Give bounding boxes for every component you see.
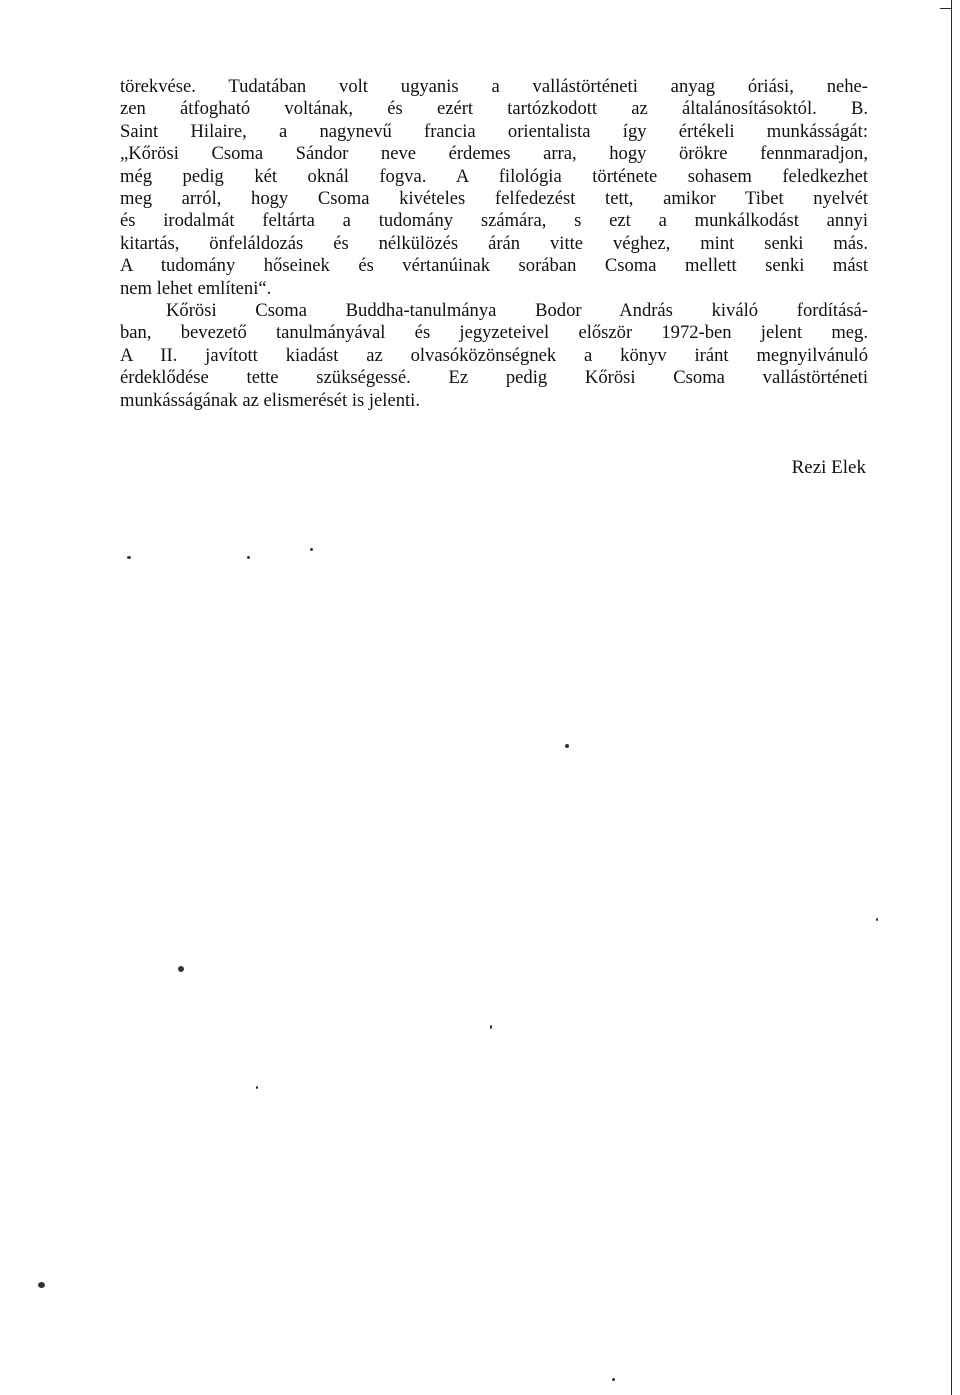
text-line: nem lehet említeni“.: [120, 277, 272, 299]
scan-speck: [310, 548, 313, 551]
text-line: kitartás, önfeláldozás és nélkülözés árán vitte véghez, mint senki más.: [120, 232, 868, 254]
text-line: meg arról, hogy Csoma kivételes felfedezést tett, amikor Tibet nyelvét: [120, 188, 868, 210]
page-corner-mark: [940, 8, 952, 9]
text-line: munkásságának az elismerését is jelenti.: [120, 389, 420, 411]
scan-speck: [38, 1282, 45, 1288]
scan-speck: [612, 1378, 615, 1381]
author-signature: Rezi Elek: [791, 457, 866, 478]
text-line: zen átfogható voltának, és ezért tartózkodott az általánosításoktól. B.: [120, 98, 868, 120]
text-line: ban, bevezető tanulmányával és jegyzeteivel először 1972-ben jelent meg.: [120, 322, 868, 344]
text-line: még pedig két oknál fogva. A filológia története sohasem feledkezhet: [120, 165, 868, 187]
scan-speck: [127, 556, 131, 559]
text-line: A tudomány hőseinek és vértanúinak sorában Csoma mellett senki mást: [120, 255, 868, 277]
text-line: törekvése. Tudatában volt ugyanis a vallástörténeti anyag óriási, nehe-: [120, 76, 868, 97]
body-text: [120, 76, 868, 412]
scan-speck: [247, 556, 250, 559]
text-line: „Kőrösi Csoma Sándor neve érdemes arra, hogy örökre fennmaradjon,: [120, 143, 868, 165]
text-line: és irodalmát feltárta a tudomány számára, s ezt a munkálkodást annyi: [120, 210, 868, 232]
scan-speck: [876, 918, 878, 921]
text-line: Saint Hilaire, a nagynevű francia orientalista így értékeli munkásságát:: [120, 120, 868, 142]
scan-speck: [178, 966, 184, 972]
scan-speck: [256, 1086, 258, 1089]
page-edge-line: [951, 0, 952, 1395]
scan-speck: [565, 744, 569, 748]
text-line: Kőrösi Csoma Buddha-tanulmánya Bodor András kiváló fordításá-: [166, 300, 868, 322]
text-line: érdeklődése tette szükségessé. Ez pedig Kőrösi Csoma vallástörténeti: [120, 367, 868, 389]
scan-speck: [490, 1025, 492, 1029]
text-line: A II. javított kiadást az olvasóközönségnek a könyv iránt megnyilvánuló: [120, 344, 868, 366]
